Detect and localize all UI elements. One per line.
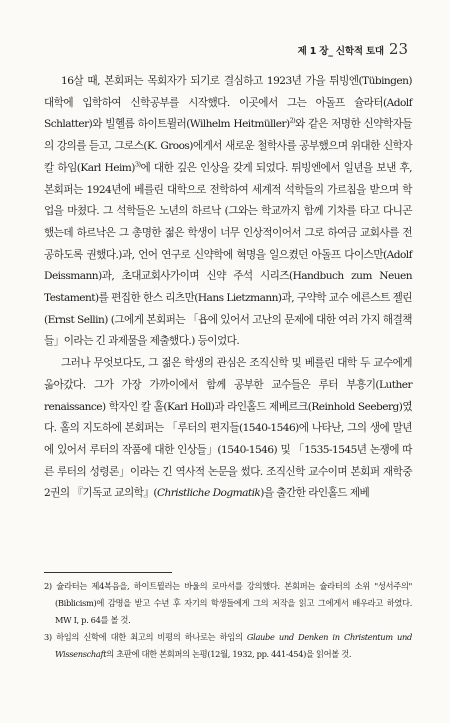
page-number: 23 bbox=[388, 40, 408, 58]
book-title-italic: Christliche Dogmatik bbox=[156, 487, 261, 500]
paragraph-2-part-b: )을 출간한 라인홀드 제베 bbox=[260, 487, 370, 500]
footnote-3-book-title: Glaube und Denken in Christentum und Wissenschaft bbox=[55, 631, 413, 659]
chapter-title: 제 1 장_ 신학적 토대 bbox=[297, 46, 384, 57]
footnote-ref-3: 3) bbox=[134, 160, 141, 169]
paragraph-1-part-c: 에 대한 깊은 인상을 갖게 되었다. 튀빙엔에서 일년을 보낸 후, 본회퍼는 1924년에 베를린 대학으로 전학하여 세계적 석학들의 가르침을 받으며 학업을 마쳤다. 그 석학들은 노년의 하르낙 (그와는 학교까지 함께 기차를 타고 다니곤 했는데 하르낙은 그 총명한 젊은 학생이 너무 인상적이어서 그로 하여금 교회사를 전공하도록 권했다.)과, 언어 연구로 신약학에 혁명을 일으켰던 아돌프 다이스만(Adolf Deissmann)과, 초대교회사가이며 신약 주석 시리즈(Handbuch zum Neuen Testament)를 편집한 한스 리츠만(Hans Lietzmann)과, 구약학 교수 에른스트 젤린(Ernst Sellin) (그에게 본회퍼는 「욥에 있어서 고난의 문제에 대한 여러 가지 해결책들」이라는 긴 과제물을 제출했다.) 등이었다. bbox=[44, 161, 412, 348]
paragraph-1 bbox=[44, 71, 412, 353]
footnote-separator bbox=[44, 572, 172, 573]
running-header bbox=[298, 40, 408, 58]
paragraph-1-part-b: 와 같은 저명한 신약학자들의 강의를 듣고, 그로스(K. Groos)에게서 새로운 철학사를 공부했으며 위대한 신학자 칼 하임(Karl Heim) bbox=[44, 118, 412, 174]
footnote-3-part-b: 의 초판에 대한 본회퍼의 논평(12월, 1932, pp. 441-454)을 읽어볼 것. bbox=[106, 648, 352, 659]
paragraph-1-part-a: 16살 때, 본회퍼는 목회자가 되기로 결심하고 1923년 가을 튀빙엔(Tübingen) 대학에 입학하여 신학공부를 시작했다. 이곳에서 그는 아돌프 슐라터(Adolf Schlatter)와 빌헬름 하이트뮐러(Wilhelm Heitmüller) bbox=[44, 75, 412, 131]
paragraph-2-part-a: 그러나 무엇보다도, 그 젊은 학생의 관심은 조직신학 및 베를린 대학 두 교수에게 옮아갔다. 그가 가장 가까이에서 함께 공부한 교수들은 루터 부흥기(Luther renaissance) 학자인 칼 홀(Karl Holl)과 라인홀드 제베르크(Reinhold Seeberg)였다. 홀의 지도하에 본회퍼는 「루터의 편지들(1540-1546)에 나타난, 그의 생에 말년에 있어서 루터의 작품에 대한 인상들」(1540-1546) 및 「1535-1545년 논쟁에 따른 루터의 성령론」이라는 긴 역사적 논문을 썼다. 조직신학 교수이며 본회퍼 재학중 2권의 『기독교 교의학』( bbox=[44, 357, 412, 500]
footnote-3 bbox=[44, 629, 412, 663]
paragraph-2 bbox=[44, 353, 412, 505]
body-text bbox=[44, 71, 412, 505]
footnote-3-part-a: 3) 하임의 신학에 대한 최고의 비평의 하나로는 하임의 bbox=[44, 631, 247, 642]
footnote-2: 2) 슐라터는 제4복음을, 하이트뮐러는 바울의 로마서를 강의했다. 본회퍼는 슐라터의 소위 "성서주의"(Biblicism)에 감명을 받고 수년 후 자기의 학생들에게 그의 저작을 읽고 그에게서 배우라고 하였다. MW I, p. 64를 볼 것. bbox=[44, 581, 412, 625]
footnote-ref-2: 2) bbox=[289, 116, 296, 125]
footnotes bbox=[44, 578, 412, 663]
